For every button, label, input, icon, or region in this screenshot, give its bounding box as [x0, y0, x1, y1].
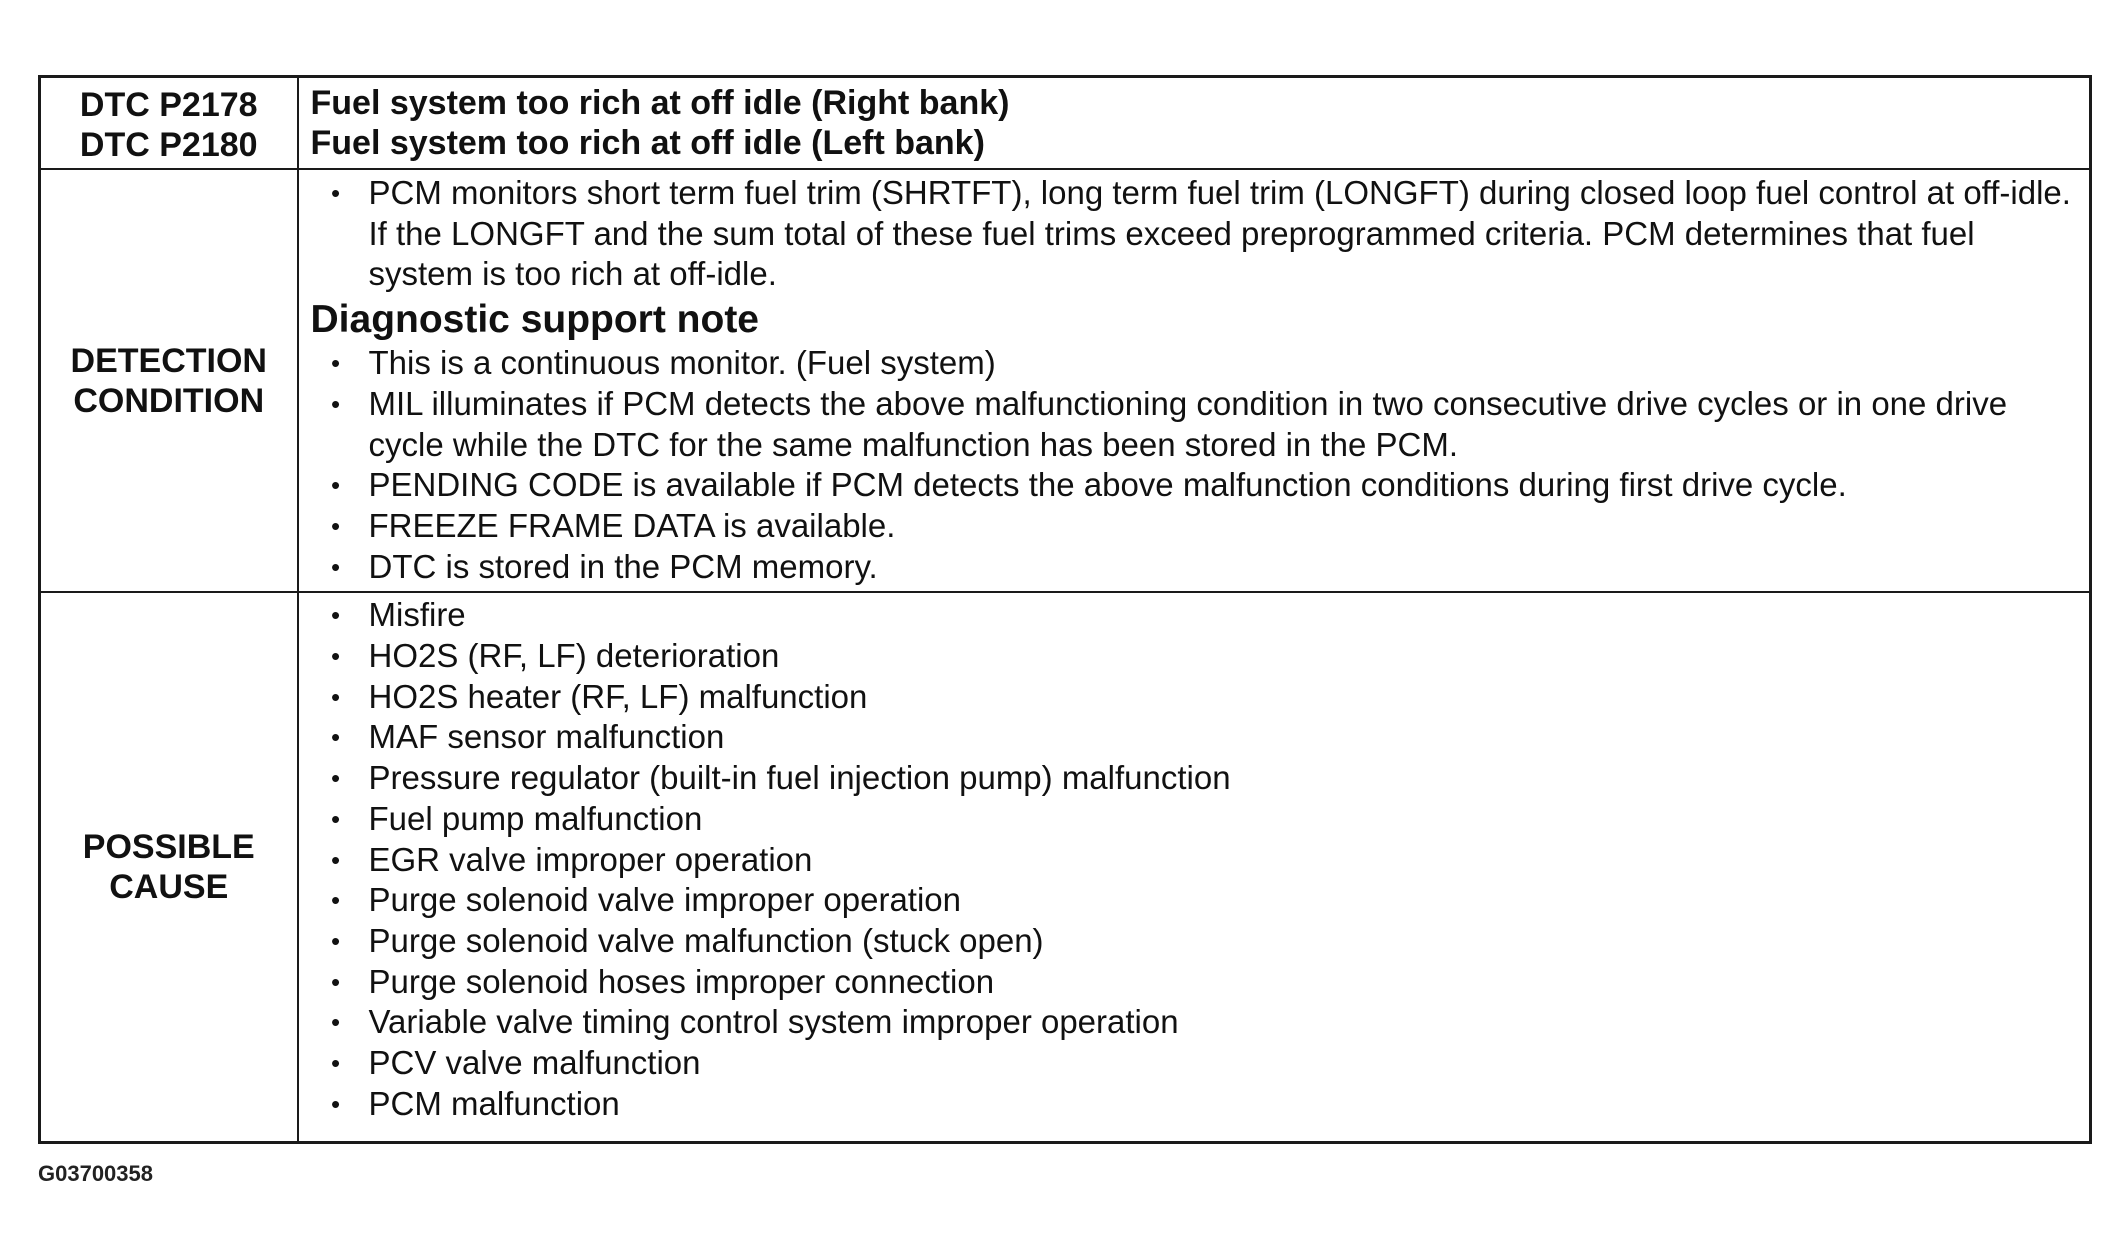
dtc-header-row — [40, 77, 2091, 170]
list-item — [311, 880, 2076, 921]
dtc-code-cell — [40, 77, 298, 170]
bullet-icon: • — [330, 681, 341, 712]
bullet-icon: • — [330, 722, 341, 753]
list-item — [311, 465, 2076, 506]
list-item — [311, 595, 2076, 636]
list-item-text: FREEZE FRAME DATA is available. — [368, 506, 896, 544]
section-label: DETECTION — [70, 341, 267, 380]
possible-cause-row — [40, 592, 2091, 1143]
possible-cause-content — [298, 592, 2091, 1143]
dtc-code: DTC P2178 — [79, 86, 258, 124]
dtc-code: DTC P2180 — [79, 126, 258, 164]
list-item — [311, 547, 2076, 588]
list-item — [311, 173, 2076, 295]
list-item — [311, 921, 2076, 962]
bullet-icon: • — [330, 388, 341, 419]
section-label: CONDITION — [73, 381, 265, 420]
list-item-text: Purge solenoid valve improper operation — [368, 881, 962, 919]
possible-cause-label-cell — [40, 592, 298, 1143]
detection-condition-content — [298, 169, 2091, 592]
list-item-text: PCM malfunction — [368, 1084, 620, 1122]
bullet-icon: • — [330, 1007, 341, 1038]
list-item — [311, 677, 2076, 718]
list-item-text: HO2S (RF, LF) deterioration — [368, 637, 780, 675]
list-item — [311, 636, 2076, 677]
bullet-icon: • — [330, 641, 341, 672]
list-item — [311, 1043, 2076, 1084]
dtc-table — [38, 75, 2092, 1144]
list-item — [311, 799, 2076, 840]
list-item-text: MIL illuminates if PCM detects the above malfunctioning condition in two consecutive drive cycles or in one drive cycle while the DTC for the same malfunction has been stored in the PCM. — [368, 384, 2008, 463]
bullet-icon: • — [330, 510, 341, 541]
bullet-icon: • — [330, 925, 341, 956]
dtc-description: Fuel system too rich at off idle (Right bank) — [310, 84, 1010, 122]
list-item-text: Pressure regulator (built-in fuel injection pump) malfunction — [368, 759, 1231, 797]
list-item — [311, 343, 2076, 384]
bullet-icon: • — [330, 348, 341, 379]
list-item-text: Fuel pump malfunction — [368, 799, 703, 837]
diagnostic-support-note-list — [311, 343, 2076, 587]
list-item-text: MAF sensor malfunction — [368, 718, 725, 756]
detection-condition-label-cell — [40, 169, 298, 592]
list-item-text: PCV valve malfunction — [368, 1044, 701, 1082]
list-item-text: Purge solenoid hoses improper connection — [368, 962, 995, 1000]
list-item — [311, 840, 2076, 881]
section-label: POSSIBLE — [82, 828, 255, 867]
list-item — [311, 506, 2076, 547]
bullet-icon: • — [330, 600, 341, 631]
bullet-icon: • — [330, 763, 341, 794]
list-item — [311, 384, 2076, 465]
bullet-icon: • — [330, 1048, 341, 1079]
figure-id: G03700358 — [38, 1161, 153, 1186]
dtc-description-cell — [298, 77, 2091, 170]
bullet-icon: • — [330, 844, 341, 875]
bullet-icon: • — [330, 885, 341, 916]
detection-condition-row — [40, 169, 2091, 592]
list-item-text: DTC is stored in the PCM memory. — [368, 547, 878, 585]
list-item-text: Variable valve timing control system improper operation — [368, 1003, 1179, 1041]
section-label: CAUSE — [109, 868, 229, 907]
diagnostic-support-note-heading: Diagnostic support note — [310, 298, 759, 342]
list-item — [311, 1002, 2076, 1043]
list-item-text: EGR valve improper operation — [368, 840, 813, 878]
list-item-text: HO2S heater (RF, LF) malfunction — [368, 677, 868, 715]
bullet-icon: • — [330, 178, 341, 208]
dtc-description: Fuel system too rich at off idle (Left bank) — [310, 124, 985, 162]
list-item-text: PENDING CODE is available if PCM detects the above malfunction conditions during first drive cycle. — [368, 466, 1847, 504]
list-item — [311, 717, 2076, 758]
list-item — [311, 962, 2076, 1003]
bullet-icon: • — [330, 551, 341, 582]
list-item-text: Purge solenoid valve malfunction (stuck open) — [368, 921, 1044, 959]
list-item — [311, 1084, 2076, 1125]
list-item — [311, 758, 2076, 799]
bullet-icon: • — [330, 470, 341, 501]
bullet-icon: • — [330, 803, 341, 834]
detection-intro-list — [311, 173, 2076, 295]
list-item-text: Misfire — [368, 596, 466, 634]
possible-cause-list — [311, 595, 2076, 1124]
list-item-text: This is a continuous monitor. (Fuel system) — [368, 344, 996, 382]
bullet-icon: • — [330, 1088, 341, 1119]
list-item-text: PCM monitors short term fuel trim (SHRTFT), long term fuel trim (LONGFT) during closed loop fuel control at off-idle. If the LONGFT and the sum total of these fuel trims exceed preprogrammed criteria. PCM determines that fuel system is too rich at off-idle. — [368, 174, 2071, 293]
bullet-icon: • — [330, 966, 341, 997]
